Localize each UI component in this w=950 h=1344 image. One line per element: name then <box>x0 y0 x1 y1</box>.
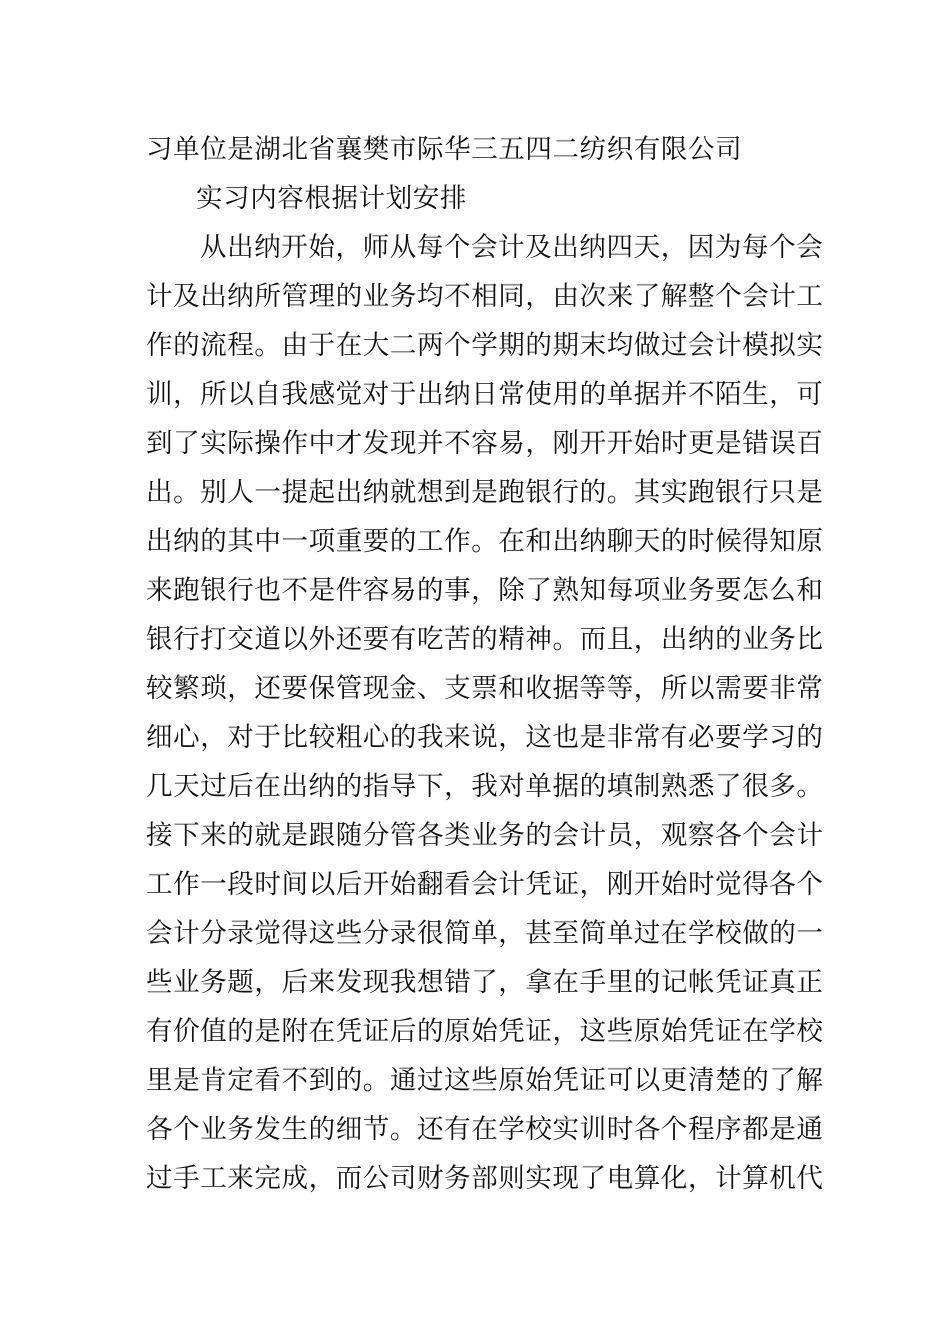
text-line: 实习内容根据计划安排 <box>196 183 467 214</box>
text-line: 接下来的就是跟随分管各类业务的会计员，观察各个会计 <box>146 820 824 851</box>
text-line: 训，所以自我感觉对于出纳日常使用的单据并不陌生，可 <box>146 379 824 410</box>
text-line: 从出纳开始，师从每个会计及出纳四天，因为每个会 <box>200 232 824 263</box>
text-line: 各个业务发生的细节。还有在学校实训时各个程序都是通 <box>146 1114 824 1145</box>
text-line: 几天过后在出纳的指导下，我对单据的填制熟悉了很多。 <box>146 771 824 802</box>
text-line: 出。别人一提起出纳就想到是跑银行的。其实跑银行只是 <box>146 477 824 508</box>
text-line: 过手工来完成，而公司财务部则实现了电算化，计算机代 <box>146 1163 824 1194</box>
text-line: 些业务题，后来发现我想错了，拿在手里的记帐凭证真正 <box>146 967 824 998</box>
text-line: 里是肯定看不到的。通过这些原始凭证可以更清楚的了解 <box>146 1065 824 1096</box>
text-line: 有价值的是附在凭证后的原始凭证，这些原始凭证在学校 <box>146 1016 824 1047</box>
text-line: 出纳的其中一项重要的工作。在和出纳聊天的时候得知原 <box>146 526 824 557</box>
text-line: 习单位是湖北省襄樊市际华三五四二纺织有限公司 <box>146 134 743 165</box>
text-line: 细心，对于比较粗心的我来说，这也是非常有必要学习的 <box>146 722 824 753</box>
text-line: 会计分录觉得这些分录很简单，甚至简单过在学校做的一 <box>146 918 824 949</box>
text-line: 工作一段时间以后开始翻看会计凭证，刚开始时觉得各个 <box>146 869 824 900</box>
text-line: 较繁琐，还要保管现金、支票和收据等等，所以需要非常 <box>146 673 824 704</box>
text-line: 作的流程。由于在大二两个学期的期末均做过会计模拟实 <box>146 330 824 361</box>
text-line: 银行打交道以外还要有吃苦的精神。而且，出纳的业务比 <box>146 624 824 655</box>
text-line: 来跑银行也不是件容易的事，除了熟知每项业务要怎么和 <box>146 575 824 606</box>
text-line: 到了实际操作中才发现并不容易，刚开开始时更是错误百 <box>146 428 824 459</box>
text-line: 计及出纳所管理的业务均不相同，由次来了解整个会计工 <box>146 281 824 312</box>
